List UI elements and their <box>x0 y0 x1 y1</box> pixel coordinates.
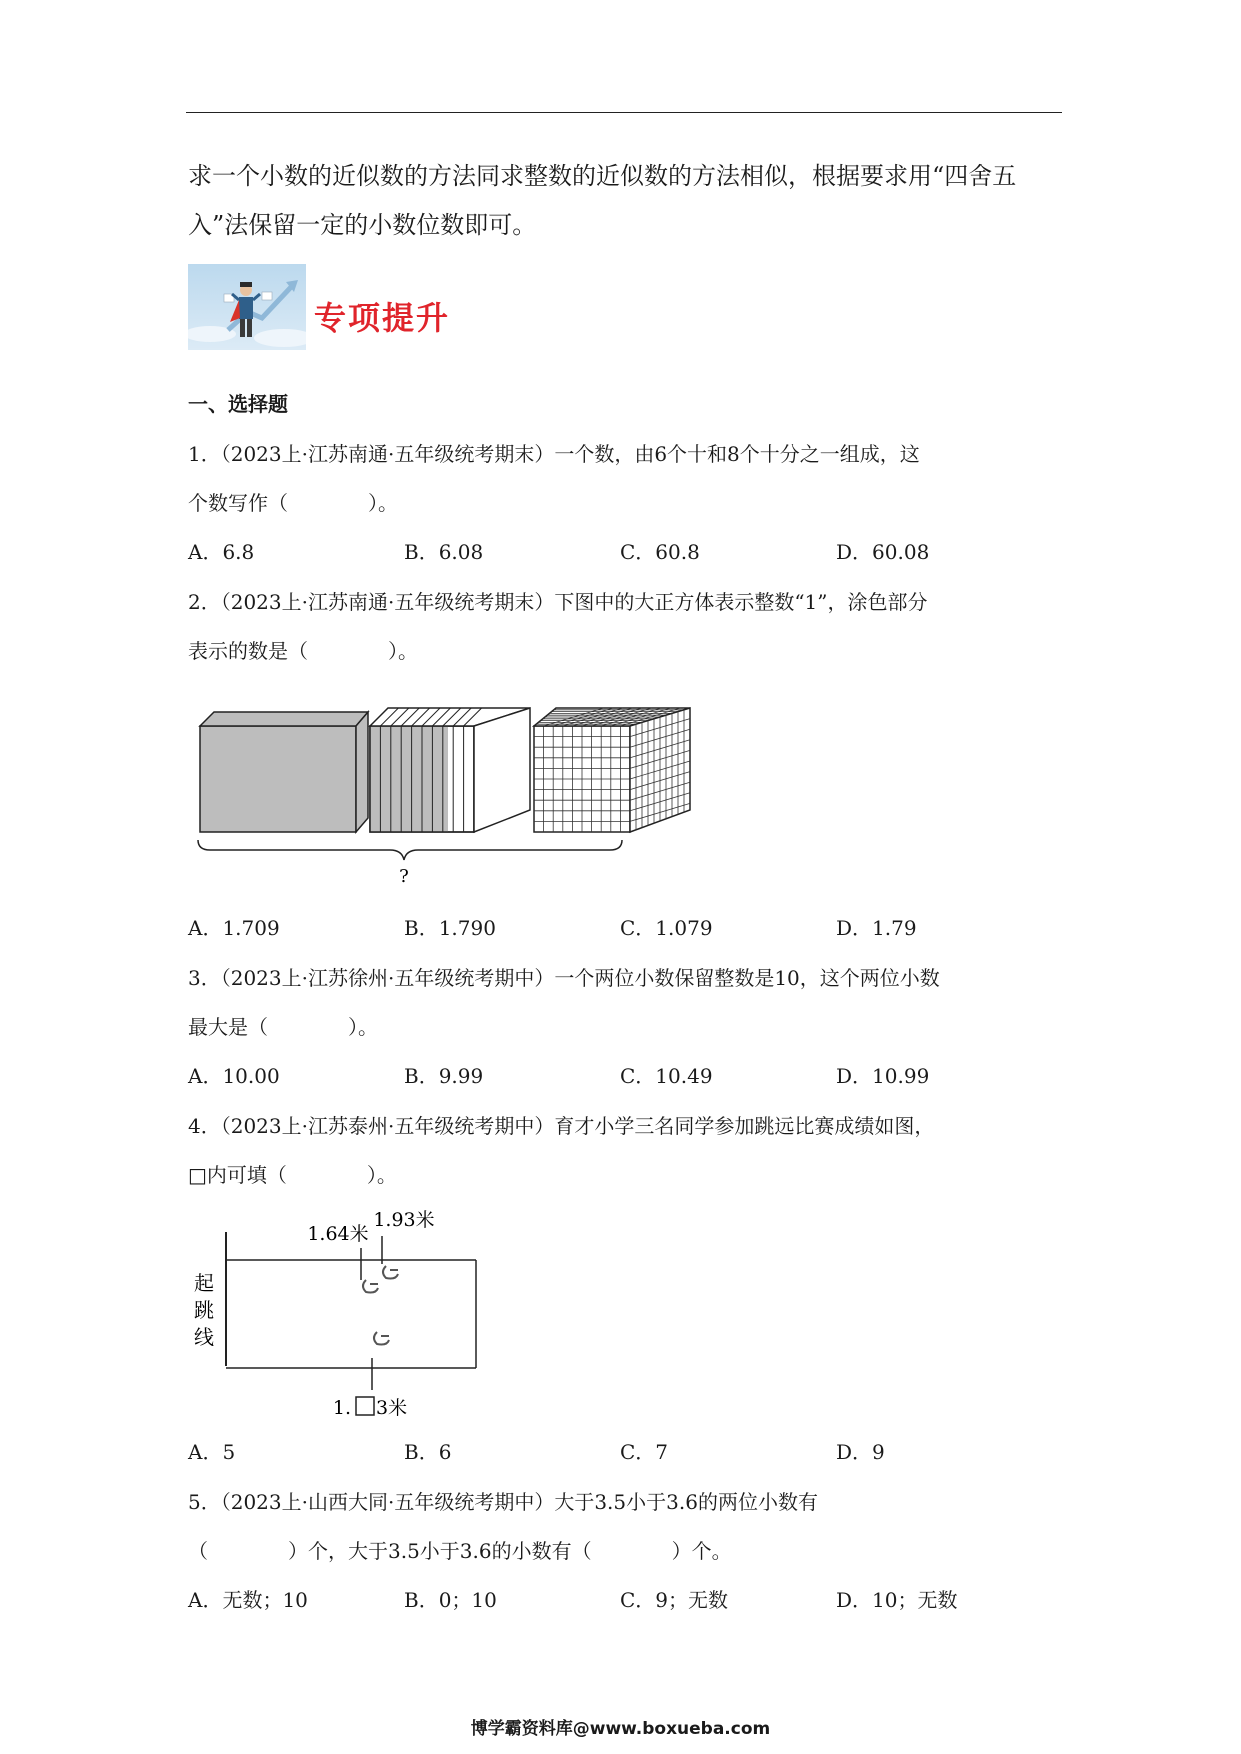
q5-option-a[interactable]: A．无数；10 <box>188 1588 308 1612</box>
q4-line-1: 4．（2023上·江苏泰州·五年级统考期中）育才小学三名同学参加跳远比赛成绩如图， <box>188 1114 935 1138</box>
q1-line-1: 1．（2023上·江苏南通·五年级统考期末）一个数，由6个十和8个十分之一组成，这 <box>188 442 920 466</box>
section-title: 一、选择题 <box>188 392 288 416</box>
solid-cube <box>200 712 368 832</box>
q3-option-a[interactable]: A．10.00 <box>188 1064 280 1088</box>
footer-watermark: 博学霸资料库@www.boxueba.com <box>470 1719 771 1739</box>
grid-cube <box>534 708 690 832</box>
q2-line-2: 表示的数是（ ）。 <box>188 639 418 663</box>
q5-options <box>188 1584 1068 1614</box>
q2-option-b[interactable]: B．1.790 <box>404 916 496 940</box>
q5-option-b[interactable]: B．0；10 <box>404 1588 497 1612</box>
mark-1-64: 1.64米 <box>307 1223 369 1245</box>
q1-option-a[interactable]: A．6.8 <box>188 540 255 564</box>
start-label-2: 跳 <box>194 1298 214 1322</box>
q5-option-c[interactable]: C．9；无数 <box>620 1588 729 1612</box>
q4-line-2: □内可填（ ）。 <box>188 1163 397 1187</box>
cubes-figure <box>190 680 710 890</box>
blank-box <box>356 1397 374 1415</box>
q1-line-2: 个数写作（ ）。 <box>188 491 398 515</box>
q1-options <box>188 536 1068 566</box>
mark-1-93: 1.93米 <box>373 1209 435 1231</box>
start-label-1: 起 <box>194 1271 214 1295</box>
q3-option-b[interactable]: B．9.99 <box>404 1064 484 1088</box>
brace-label: ? <box>399 866 409 887</box>
q3-line-1: 3．（2023上·江苏徐州·五年级统考期中）一个两位小数保留整数是10，这个两位小数 <box>188 966 940 990</box>
intro-line-2: 入”法保留一定的小数位数即可。 <box>188 211 537 239</box>
q5-line-1: 5．（2023上·山西大同·五年级统考期中）大于3.5小于3.6的两位小数有 <box>188 1490 818 1514</box>
mark-unknown-prefix: 1. <box>332 1397 352 1419</box>
slab-cube <box>370 708 530 832</box>
q4-option-c[interactable]: C．7 <box>620 1440 669 1464</box>
section-banner <box>188 264 488 356</box>
q2-option-a[interactable]: A．1.709 <box>188 916 280 940</box>
banner-illustration <box>188 264 306 350</box>
q3-option-c[interactable]: C．10.49 <box>620 1064 713 1088</box>
q2-line-1: 2．（2023上·江苏南通·五年级统考期末）下图中的大正方体表示整数“1”，涂色部分 <box>188 590 928 614</box>
banner-title: 专项提升 <box>314 299 451 337</box>
q2-option-d[interactable]: D．1.79 <box>836 916 917 940</box>
mark-unknown-suffix: 3米 <box>376 1397 408 1419</box>
q4-option-d[interactable]: D．9 <box>836 1440 885 1464</box>
q3-options <box>188 1060 1068 1090</box>
q2-option-c[interactable]: C．1.079 <box>620 916 713 940</box>
q1-option-b[interactable]: B．6.08 <box>404 540 484 564</box>
q3-line-2: 最大是（ ）。 <box>188 1015 378 1039</box>
long-jump-figure <box>188 1200 488 1430</box>
intro-line-1: 求一个小数的近似数的方法同求整数的近似数的方法相似，根据要求用“四舍五 <box>188 162 1017 190</box>
start-label-3: 线 <box>194 1325 214 1349</box>
q5-line-2: （ ）个，大于3.5小于3.6的小数有（ ）个。 <box>188 1539 732 1563</box>
q2-options <box>188 912 1068 942</box>
footprint-icon <box>363 1266 398 1345</box>
q3-option-d[interactable]: D．10.99 <box>836 1064 930 1088</box>
q1-option-c[interactable]: C．60.8 <box>620 540 700 564</box>
q4-options <box>188 1436 1068 1466</box>
q1-option-d[interactable]: D．60.08 <box>836 540 930 564</box>
brace <box>198 840 622 860</box>
q4-option-a[interactable]: A．5 <box>188 1440 236 1464</box>
header-rule <box>186 112 1062 113</box>
q4-option-b[interactable]: B．6 <box>404 1440 452 1464</box>
q5-option-d[interactable]: D．10；无数 <box>836 1588 958 1612</box>
